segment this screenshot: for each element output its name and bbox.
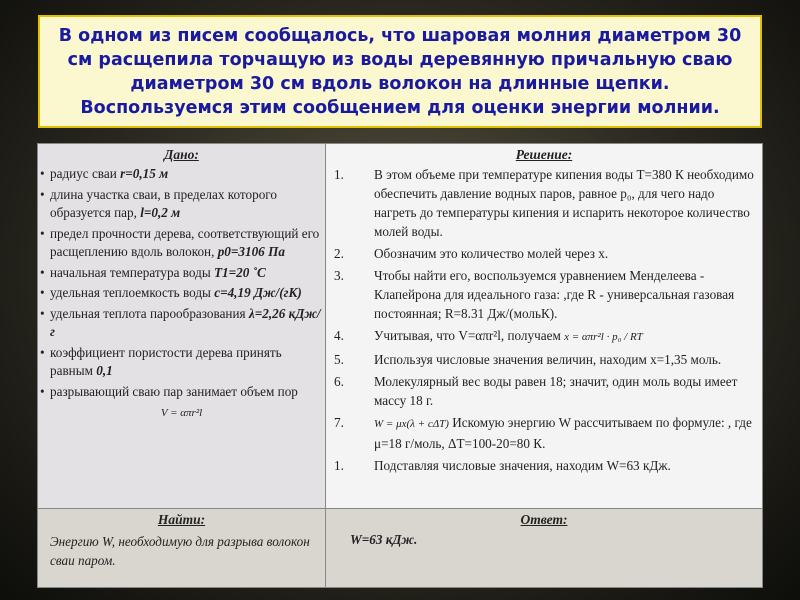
solution-cell	[326, 144, 763, 509]
volume-formula: V = απr²l	[160, 407, 203, 419]
answer-header: Ответ:	[520, 512, 568, 527]
solution-step: 7. W = μx(λ + cΔT) Искомую энергию W рассчитываем по формуле: , где μ=18 г/моль, ΔT=100-20=80 К.	[334, 415, 752, 451]
solution-step: 1. Подставляя числовые значения, находим W=63 кДж.	[334, 458, 671, 473]
given-item: • удельная теплота парообразования λ=2,26 кДж/г	[40, 305, 321, 342]
find-header: Найти:	[157, 512, 206, 527]
given-list	[38, 165, 325, 401]
solution-step: 3. Чтобы найти его, воспользуемся уравнением Менделеева - Клапейрона для идеального газа: ,где R - универсальная газовая постоянная; R=8.31 Дж/(мольК).	[334, 268, 735, 321]
find-cell	[38, 509, 326, 588]
answer-cell	[326, 509, 763, 588]
solution-step: 1. В этом объеме при температуре кипения воды T=380 К необходимо обеспечить давление водных паров, равное p₀, для чего надо нагреть до температуры кипения и испарить некоторое количество молей воды.	[334, 167, 754, 239]
given-item: • радиус сваи r=0,15 м	[40, 165, 321, 184]
given-cell	[38, 144, 326, 509]
given-item: • длина участка сваи, в пределах которого образуется пар, l=0,2 м	[40, 186, 321, 223]
answer-text: W=63 кДж.	[350, 532, 418, 547]
given-item: • начальная температура воды T1=20 ˚C	[40, 264, 321, 283]
formula-x: x = απr²l · p₀ / RT	[564, 331, 643, 343]
given-item: • предел прочности дерева, соответствующий его расщеплению вдоль волокон, p0=3106 Па	[40, 225, 321, 262]
solution-list	[326, 165, 762, 475]
given-item: • удельная теплоемкость воды c=4,19 Дж/(гК)	[40, 284, 321, 303]
problem-title: В одном из писем сообщалось, что шаровая молния диаметром 30 см расщепила торчащую из воды деревянную причальную сваю диаметром 30 см вдоль волокон на длинные щепки. Воспользуемся этим сообщением для оценки энергии молнии.	[38, 15, 762, 128]
given-header: Дано:	[164, 147, 199, 162]
solution-header: Решение:	[515, 147, 573, 162]
solution-step: 4. Учитывая, что V=απr²l, получаем x = απr²l · p₀ / RT	[334, 328, 643, 343]
solution-step: 2. Обозначим это количество молей через x.	[334, 246, 609, 261]
given-item: • коэффициент пористости дерева принять равным 0,1	[40, 344, 321, 381]
formula-w: W = μx(λ + cΔT)	[374, 418, 449, 430]
solution-step: 5. Используя числовые значения величин, находим x=1,35 моль.	[334, 352, 722, 367]
problem-table	[37, 143, 763, 588]
given-item: • разрывающий сваю пар занимает объем пор	[40, 383, 321, 402]
solution-step: 6. Молекулярный вес воды равен 18; значит, один моль воды имеет массу 18 г.	[334, 374, 738, 408]
find-text: Энергию W, необходимую для разрыва волокон сваи паром.	[50, 534, 310, 568]
